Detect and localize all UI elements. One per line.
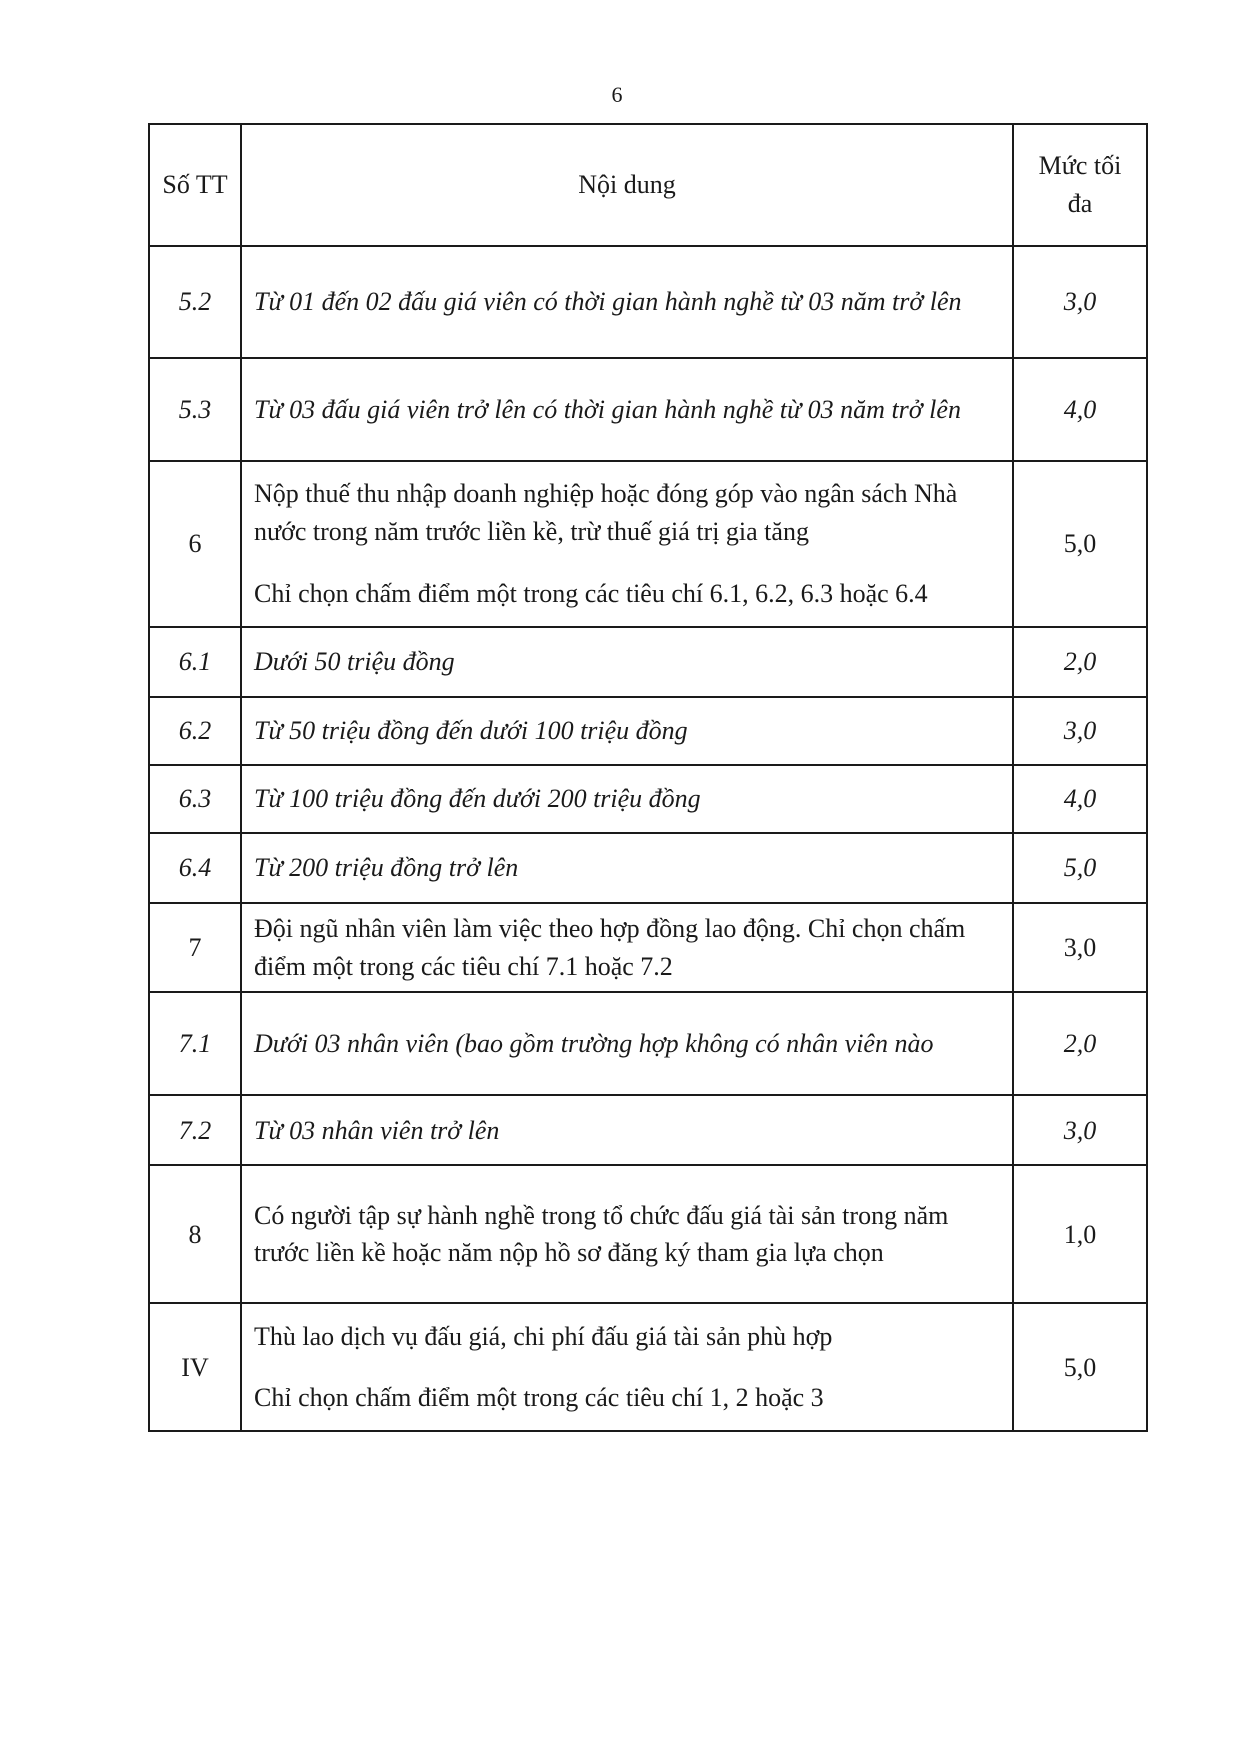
table-row [149, 992, 1147, 1095]
row-content: Từ 100 triệu đồng đến dưới 200 triệu đồng [254, 784, 701, 814]
row-max-score: 3,0 [1013, 697, 1147, 765]
row-content: Thù lao dịch vụ đấu giá, chi phí đấu giá tài sản phù hợp [254, 1321, 833, 1351]
row-number: 5.2 [149, 246, 241, 358]
table-row [149, 697, 1147, 765]
table-row [149, 765, 1147, 833]
row-max-score: 2,0 [1013, 627, 1147, 697]
row-content-cell [241, 461, 1013, 627]
table-body [149, 246, 1147, 1431]
row-number: 7.2 [149, 1095, 241, 1165]
table-row [149, 1165, 1147, 1303]
row-number: 5.3 [149, 358, 241, 461]
row-number: 6.2 [149, 697, 241, 765]
row-content: Từ 03 đấu giá viên trở lên có thời gian hành nghề từ 03 năm trở lên [254, 394, 961, 424]
row-number: 6 [149, 461, 241, 627]
row-note: Chỉ chọn chấm điểm một trong các tiêu chí 1, 2 hoặc 3 [254, 1383, 824, 1413]
row-content-cell [241, 697, 1013, 765]
row-number: 7.1 [149, 992, 241, 1095]
table-row [149, 246, 1147, 358]
table-row [149, 627, 1147, 697]
row-number: 8 [149, 1165, 241, 1303]
row-number: 6.3 [149, 765, 241, 833]
row-content-cell [241, 246, 1013, 358]
table-row [149, 833, 1147, 903]
row-max-score: 3,0 [1013, 1095, 1147, 1165]
row-max-score: 1,0 [1013, 1165, 1147, 1303]
row-content: Dưới 50 triệu đồng [254, 647, 455, 677]
row-max-score: 3,0 [1013, 903, 1147, 992]
row-content: Dưới 03 nhân viên (bao gồm trường hợp không có nhân viên nào [254, 1029, 934, 1059]
row-content-cell [241, 358, 1013, 461]
row-content: Có người tập sự hành nghề trong tổ chức đấu giá tài sản trong năm trước liền kề hoặc năm nộp hồ sơ đăng ký tham gia lựa chọn [254, 1200, 949, 1268]
criteria-table [148, 123, 1148, 1432]
row-content-cell [241, 1165, 1013, 1303]
row-content: Từ 03 nhân viên trở lên [254, 1115, 500, 1145]
row-content-cell [241, 992, 1013, 1095]
row-content: Từ 50 triệu đồng đến dưới 100 triệu đồng [254, 716, 688, 746]
row-max-score: 2,0 [1013, 992, 1147, 1095]
row-max-score: 4,0 [1013, 358, 1147, 461]
table-row [149, 461, 1147, 627]
row-max-score: 4,0 [1013, 765, 1147, 833]
row-content-cell [241, 1095, 1013, 1165]
header-max: Mức tối đa [1013, 124, 1147, 246]
row-content-cell [241, 765, 1013, 833]
row-number: IV [149, 1303, 241, 1431]
row-max-score: 5,0 [1013, 461, 1147, 627]
row-max-score: 5,0 [1013, 1303, 1147, 1431]
row-content: Đội ngũ nhân viên làm việc theo hợp đồng lao động. Chỉ chọn chấm điểm một trong các tiêu chí 7.1 hoặc 7.2 [254, 914, 966, 981]
table-header-row [149, 124, 1147, 246]
table-row [149, 903, 1147, 992]
table-row [149, 358, 1147, 461]
row-number: 6.4 [149, 833, 241, 903]
row-content: Từ 01 đến 02 đấu giá viên có thời gian hành nghề từ 03 năm trở lên [254, 287, 962, 317]
row-content-cell [241, 903, 1013, 992]
row-note: Chỉ chọn chấm điểm một trong các tiêu chí 6.1, 6.2, 6.3 hoặc 6.4 [254, 578, 928, 608]
row-content-cell [241, 833, 1013, 903]
row-content-cell [241, 627, 1013, 697]
header-no: Số TT [149, 124, 241, 246]
table-row [149, 1095, 1147, 1165]
row-max-score: 3,0 [1013, 246, 1147, 358]
row-content: Từ 200 triệu đồng trở lên [254, 853, 519, 883]
row-number: 6.1 [149, 627, 241, 697]
row-number: 7 [149, 903, 241, 992]
row-max-score: 5,0 [1013, 833, 1147, 903]
page-number: 6 [611, 82, 623, 107]
row-content-cell [241, 1303, 1013, 1431]
header-content: Nội dung [241, 124, 1013, 246]
table-row [149, 1303, 1147, 1431]
row-content: Nộp thuế thu nhập doanh nghiệp hoặc đóng góp vào ngân sách Nhà nước trong năm trước liền kề, trừ thuế giá trị gia tăng [254, 479, 958, 547]
